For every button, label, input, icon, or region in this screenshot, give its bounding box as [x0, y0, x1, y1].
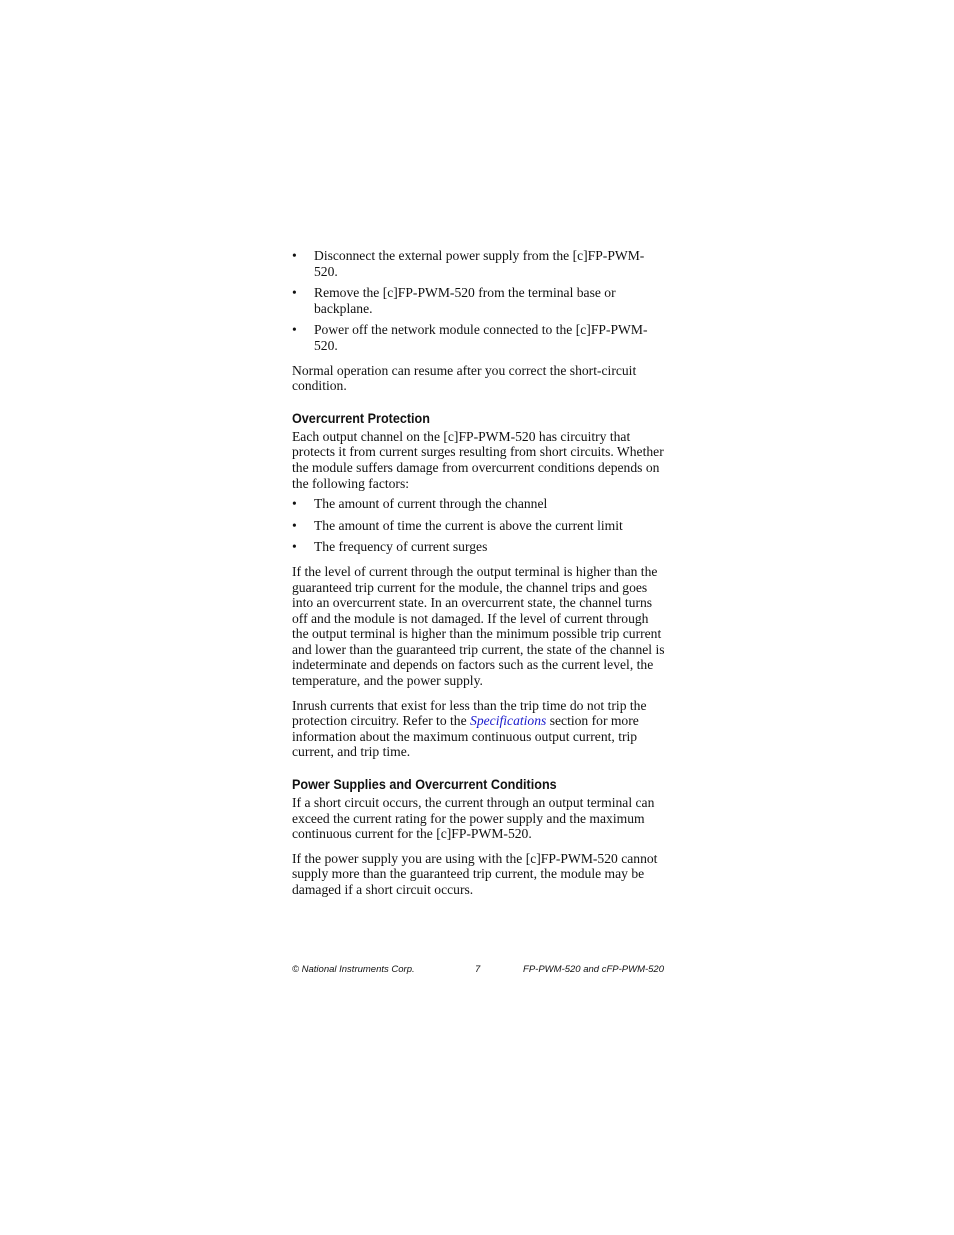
list-item: • The amount of current through the channel [292, 496, 667, 512]
inrush-text-before: Inrush currents that exist for less than the trip time do not trip the protection circuitry. Refer to the [292, 697, 647, 729]
footer-copyright: © National Instruments Corp. [292, 964, 415, 975]
heading-power-supplies: Power Supplies and Overcurrent Conditions [292, 776, 557, 793]
paragraph-power-supply-limit: If the power supply you are using with the [c]FP-PWM-520 cannot supply more than the guaranteed trip current, the module may be damaged if a short circuit occurs. [292, 850, 658, 897]
paragraph-inrush [292, 698, 667, 760]
page-body [292, 248, 667, 898]
page-footer [292, 964, 664, 980]
specifications-link[interactable]: Specifications [470, 713, 547, 729]
footer-page-number: 7 [475, 964, 481, 975]
paragraph-normal-operation: Normal operation can resume after you correct the short-circuit condition. [292, 362, 637, 394]
list-item: • Remove the [c]FP-PWM-520 from the terminal base or backplane. [292, 285, 667, 316]
paragraph-short-circuit: If a short circuit occurs, the current through an output terminal can exceed the current rating for the power supply and the maximum continuous current for the [c]FP-PWM-520. [292, 795, 655, 842]
list-item: • Disconnect the external power supply from the [c]FP-PWM-520. [292, 248, 667, 279]
list-item: • The frequency of current surges [292, 539, 667, 555]
disconnect-steps-list [292, 248, 667, 354]
paragraph-overcurrent-intro: Each output channel on the [c]FP-PWM-520 has circuitry that protects it from current surges resulting from short circuits. Whether the module suffers damage from overcurrent conditions depends on the following factors: [292, 428, 664, 491]
overcurrent-factors-list [292, 496, 667, 555]
list-item: • The amount of time the current is above the current limit [292, 518, 667, 534]
inrush-text-after: section for more information about the maximum continuous output current, trip current, and trip time. [292, 713, 639, 760]
footer-product-name: FP-PWM-520 and cFP-PWM-520 [523, 964, 664, 975]
heading-overcurrent-protection: Overcurrent Protection [292, 409, 430, 426]
list-item: • Power off the network module connected to the [c]FP-PWM-520. [292, 322, 667, 353]
paragraph-current-level: If the level of current through the output terminal is higher than the guaranteed trip current for the module, the channel trips and goes into an overcurrent state. In an overcurrent state, the channel turns off and the module is not damaged. If the level of current through the output terminal is higher than the minimum possible trip current and lower than the guaranteed trip current, the state of the channel is indeterminate and depends on factors such as the current level, the temperature, and the power supply. [292, 563, 665, 689]
